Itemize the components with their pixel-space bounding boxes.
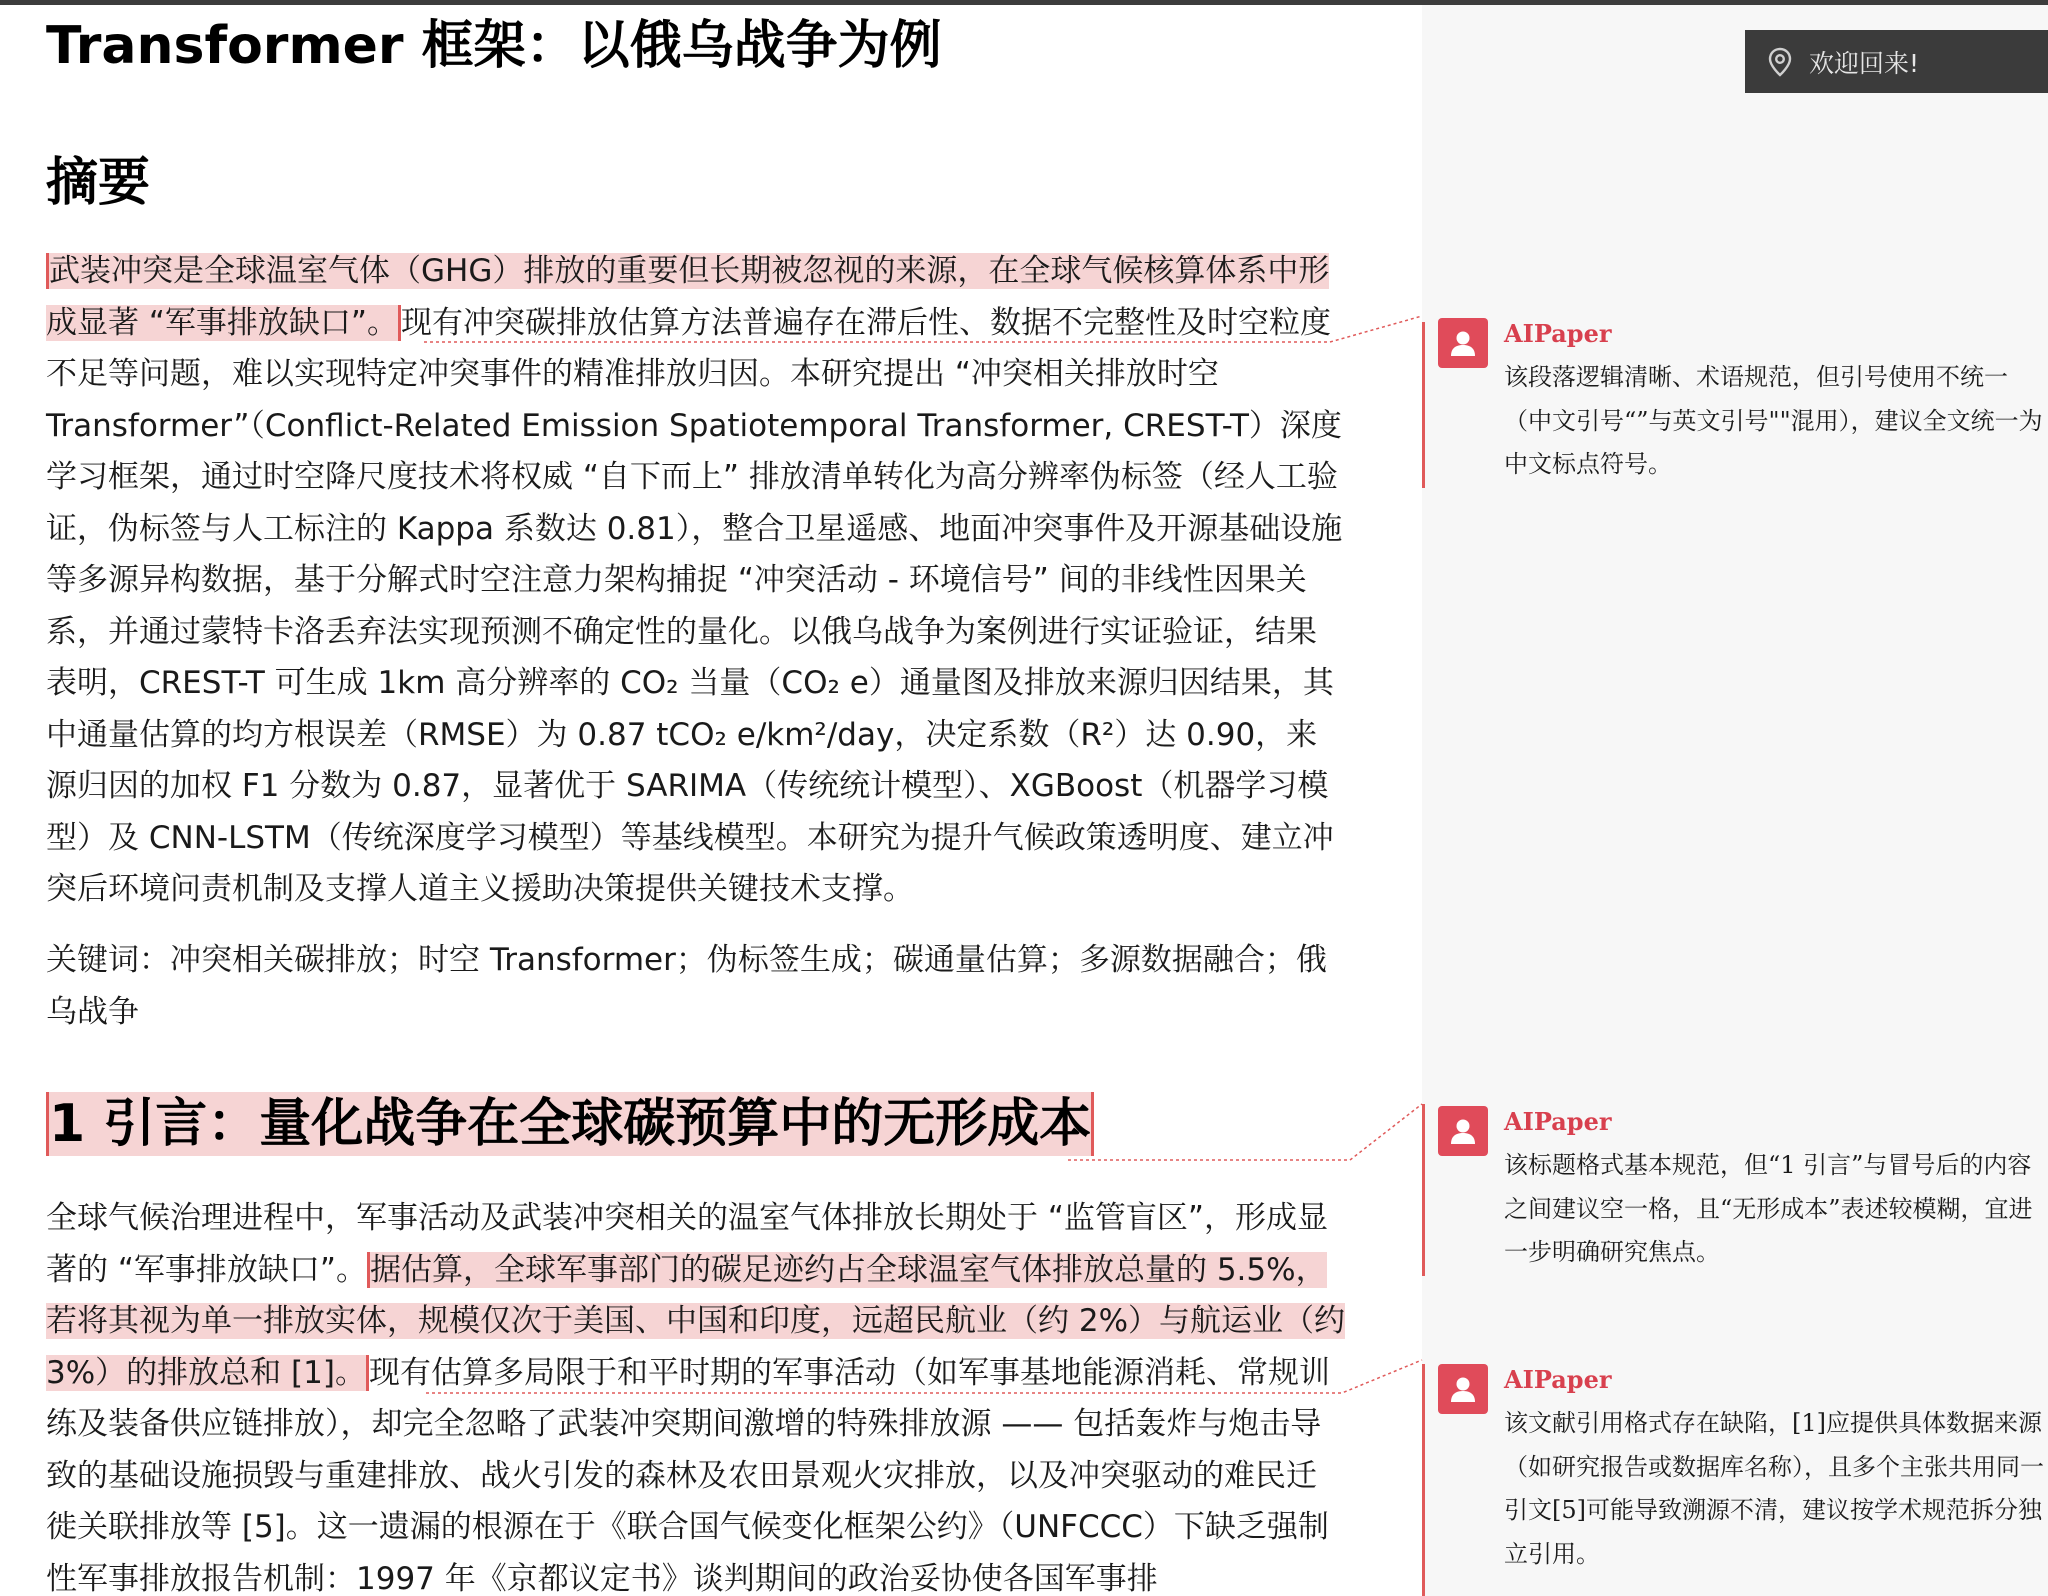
location-pin-icon bbox=[1767, 47, 1793, 77]
comment-sidebar bbox=[1422, 5, 2048, 1596]
intro-text-before: 全球气候治理进程中，军事活动及武装冲突相关的温室气体排放长期处于 “监管盲区”，形成显著的 “军事排放缺口”。 bbox=[46, 1200, 1328, 1288]
comment-3-marker-bar bbox=[1422, 1364, 1425, 1596]
comment-2-avatar bbox=[1438, 1106, 1488, 1156]
comment-2-text: 该标题格式基本规范，但“1 引言”与冒号后的内容之间建议空一格，且“无形成本”表述较模糊，宜进一步明确研究焦点。 bbox=[1504, 1151, 2033, 1266]
document-title: Transformer 框架：以俄乌战争为例 bbox=[46, 16, 942, 76]
comment-3-text: 该文献引用格式存在缺陷，[1]应提供具体数据来源（如研究报告或数据库名称），且多个主张共用同一引文[5]可能导致溯源不清，建议按学术规范拆分独立引用。 bbox=[1504, 1409, 2044, 1568]
abstract-body-text: 现有冲突碳排放估算方法普遍存在滞后性、数据不完整性及时空粒度不足等问题，难以实现特定冲突事件的精准排放归因。本研究提出 “冲突相关排放时空 Transformer”（Conflict-Related Emission Spatiotemporal Transformer, CREST-T）深度学习框架，通过时空降尺度技术将权威 “自下而上” 排放清单转化为高分辨率伪标签（经人工验证，伪标签与人工标注的 Kappa 系数达 0.81），整合卫星遥感、地面冲突事件及开源基础设施等多源异构数据，基于分解式时空注意力架构捕捉 “冲突活动 - 环境信号” 间的非线性因果关系，并通过蒙特卡洛丢弃法实现预测不确定性的量化。以俄乌战争为案例进行实证验证，结果表明，CREST-T 可生成 1km 高分辨率的 CO₂ 当量（CO₂ e）通量图及排放来源归因结果，其中通量估算的均方根误差（RMSE）为 0.87 tCO₂ e/km²/day，决定系数（R²）达 0.90，来源归因的加权 F1 分数为 0.87，显著优于 SARIMA（传统统计模型）、XGBoost（机器学习模型）及 CNN-LSTM（传统深度学习模型）等基线模型。本研究为提升气候政策透明度、建立冲突后环境问责机制及支撑人道主义援助决策提供关键技术支撑。 bbox=[46, 304, 1343, 907]
comment-1-text: 该段落逻辑清晰、术语规范，但引号使用不统一（中文引号“”与英文引号""混用），建议全文统一为中文标点符号。 bbox=[1504, 363, 2043, 478]
abstract-paragraph bbox=[46, 246, 1346, 916]
abstract-heading: 摘要 bbox=[46, 153, 151, 213]
intro-paragraph bbox=[46, 1193, 1346, 1596]
user-avatar-icon bbox=[1448, 328, 1478, 358]
keywords-paragraph: 关键词：冲突相关碳排放；时空 Transformer；伪标签生成；碳通量估算；多源数据融合；俄乌战争 bbox=[46, 942, 1327, 1030]
section-1-heading bbox=[46, 1093, 1094, 1155]
comment-1-avatar bbox=[1438, 318, 1488, 368]
commented-heading-highlight-2[interactable]: 1 引言：量化战争在全球碳预算中的无形成本 bbox=[46, 1092, 1094, 1156]
welcome-text: 欢迎回来! bbox=[1809, 48, 1920, 78]
user-avatar-icon bbox=[1448, 1116, 1478, 1146]
commented-text-highlight-1[interactable]: 武装冲突是全球温室气体（GHG）排放的重要但长期被忽视的来源，在全球气候核算体系中形成显著 “军事排放缺口”。 bbox=[46, 253, 1330, 341]
user-avatar-icon bbox=[1448, 1374, 1478, 1404]
commented-text-highlight-3[interactable]: 据估算，全球军事部门的碳足迹约占全球温室气体排放总量的 5.5%，若将其视为单一排放实体，规模仅次于美国、中国和印度，远超民航业（约 2%）与航运业（约 3%）的排放总和 [1]。 bbox=[46, 1251, 1346, 1391]
comment-3-author: AIPaper bbox=[1504, 1365, 1612, 1394]
document-page bbox=[0, 5, 1422, 1596]
comment-3-avatar bbox=[1438, 1364, 1488, 1414]
comment-2-marker-bar bbox=[1422, 1104, 1425, 1276]
comment-1-author: AIPaper bbox=[1504, 319, 1612, 348]
intro-text-after: 现有估算多局限于和平时期的军事活动（如军事基地能源消耗、常规训练及装备供应链排放），却完全忽略了武装冲突期间激增的特殊排放源 —— 包括轰炸与炮击导致的基础设施损毁与重建排放、战火引发的森林及农田景观火灾排放，以及冲突驱动的难民迁徙关联排放等 [5]。这一遗漏的根源在于《联合国气候变化框架公约》（UNFCCC）下缺乏强制性军事排放报告机制：1997 年《京都议定书》谈判期间的政治妥协使各国军事排 bbox=[46, 1354, 1330, 1596]
comment-1-marker-bar bbox=[1422, 322, 1425, 488]
comment-2-author: AIPaper bbox=[1504, 1107, 1612, 1136]
welcome-banner[interactable] bbox=[1745, 30, 2048, 93]
